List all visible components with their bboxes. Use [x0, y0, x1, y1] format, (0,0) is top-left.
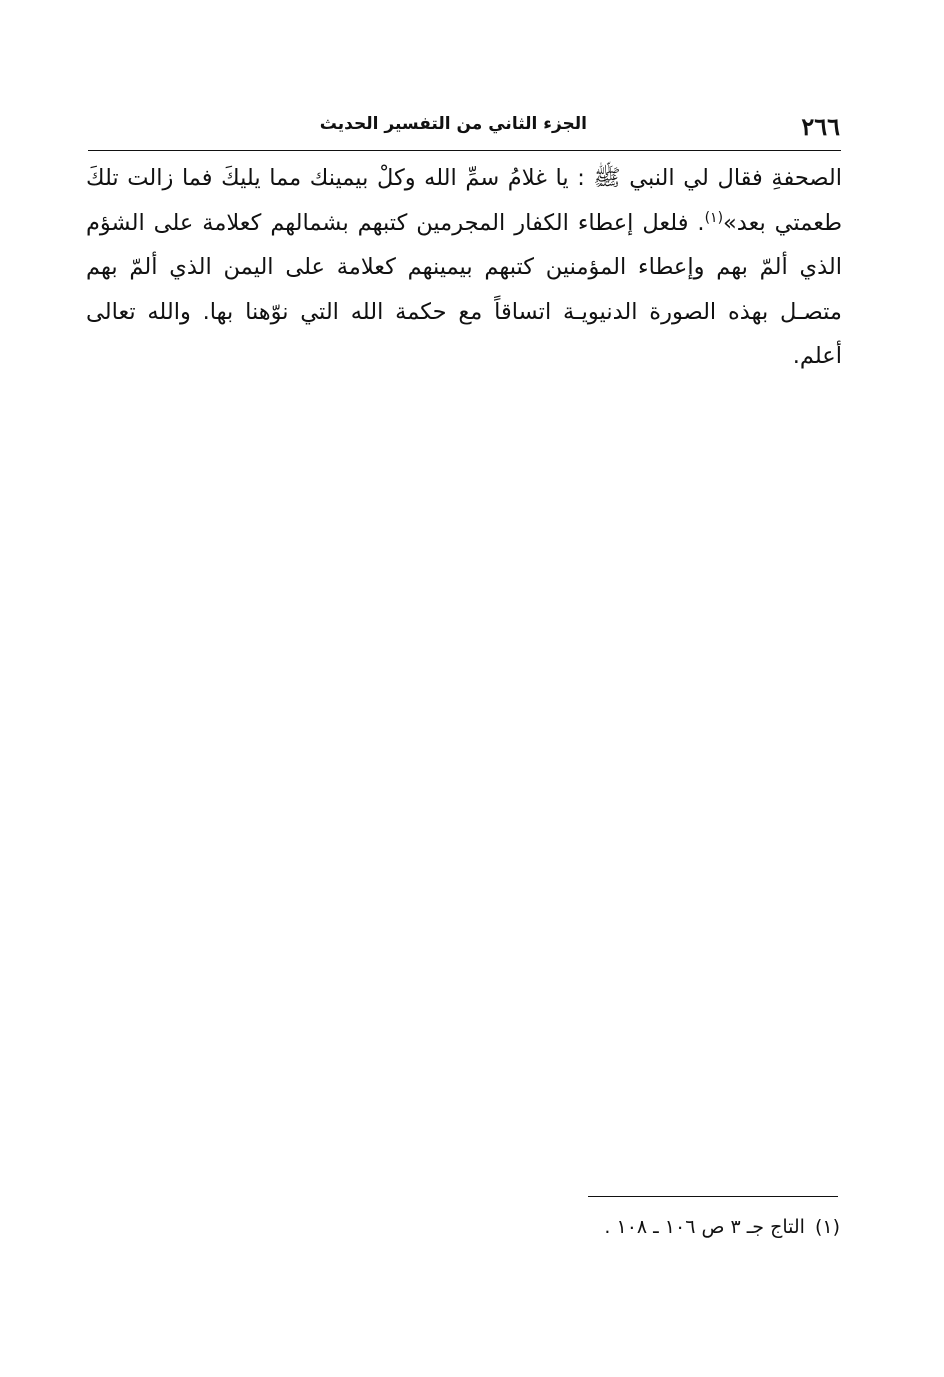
footnote-rule — [588, 1196, 838, 1197]
body-line-2-end: . فلعل إعطاء الكفار المجرمين كتبهم بشمالهم كعلامة على الشؤم — [86, 209, 705, 236]
footnote-reference[interactable]: (١) — [704, 209, 724, 226]
footnote-text: التاج جـ ٣ ص ١٠٦ ـ ١٠٨ . — [604, 1216, 805, 1238]
header-rule — [88, 150, 841, 151]
body-line-3: الذي ألمّ بهم وإعطاء المؤمنين كتبهم بيمينهم كعلامة على اليمن الذي ألمّ بهم — [86, 254, 842, 280]
body-line-4: متصـل بهذه الصورة الدنيويـة اتساقاً مع حكمة الله التي نوّهنا بها. والله تعالى — [86, 298, 842, 325]
body-paragraph — [86, 156, 842, 379]
body-line-2 — [86, 201, 842, 246]
page-header — [90, 108, 840, 148]
footnote — [604, 1216, 840, 1238]
body-line-5: أعلم. — [792, 343, 842, 369]
running-title: الجزء الثاني من التفسير الحديث — [319, 114, 587, 134]
body-line-1: الصحفةِ فقال لي النبي ﷺ : يا غلامُ سمِّ الله وكلْ بيمينك مما يليكَ فما زالت تلكَ — [86, 165, 842, 191]
body-line-2-start: طعمتي بعد» — [723, 209, 842, 236]
footnote-marker: (١) — [814, 1216, 840, 1238]
page-number: ٢٦٦ — [801, 112, 840, 141]
